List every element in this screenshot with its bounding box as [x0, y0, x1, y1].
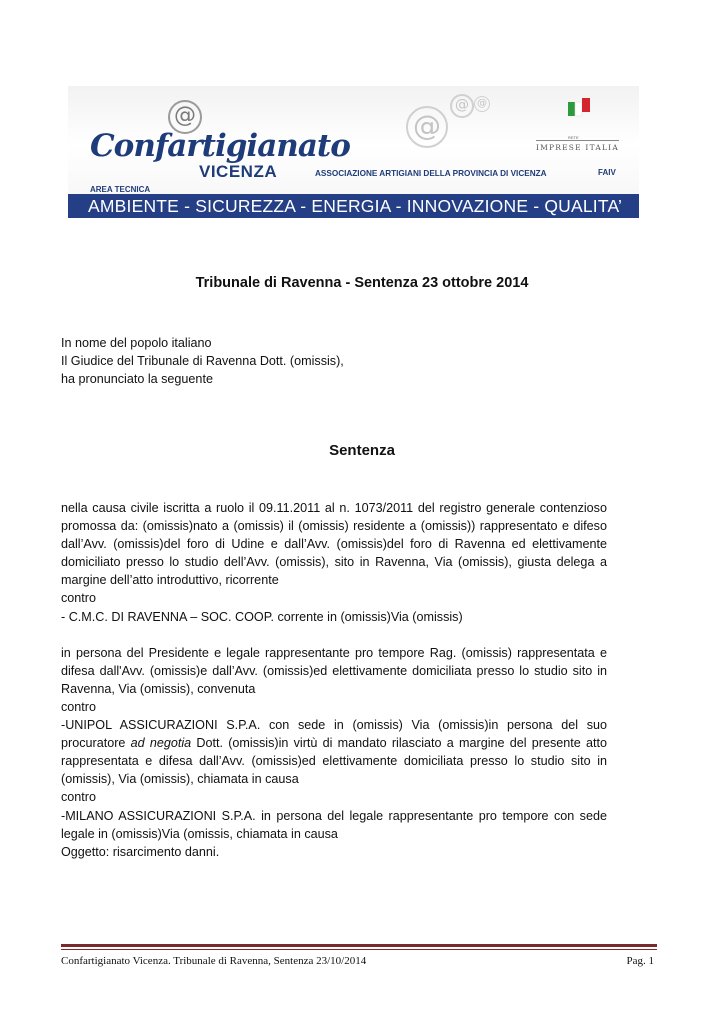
page-number: Pag. 1 [626, 955, 654, 967]
brand-city: VICENZA [199, 162, 278, 181]
contro-label: contro [61, 591, 97, 606]
paragraph-milano: -MILANO ASSICURAZIONI S.P.A. in persona del legale rappresentante pro tempore con sede legale in (omissis)Via (omissis, chiamata in causa [61, 808, 607, 841]
decorative-at-icon: @ [474, 96, 490, 112]
contro-label: contro [61, 790, 97, 805]
subject-line: Oggetto: risarcimento danni. [61, 844, 220, 859]
italic-term: ad negotia [130, 736, 192, 751]
intro-line: Il Giudice del Tribunale di Ravenna Dott. (omissis), [61, 354, 344, 368]
paragraph-plaintiff: nella causa civile iscritta a ruolo il 09.11.2011 al n. 1073/2011 del registro generale contenzioso promossa da: (omissis)nato a (omissis) il (omissis) residente a (omissis)) rappresentato e difeso dall’Avv. (omissis)del foro di Udine e dall’Avv. (omissis)del foro di Ravenna ed elettivamente domiciliato presso lo studio dell’Avv. (omissis), sito in Ravenna, Via (omissis), giusta delega a margine dell’atto introduttivo, ricorrente [61, 501, 607, 588]
intro-block [61, 334, 344, 388]
footer-text: Confartigianato Vicenza. Tribunale di Ravenna, Sentenza 23/10/2014 [61, 955, 367, 967]
rete-label: RETE [568, 135, 579, 140]
header-banner [68, 86, 639, 218]
section-heading: Sentenza [329, 442, 395, 459]
area-label: AREA TECNICA [90, 185, 151, 194]
intro-line: In nome del popolo italiano [61, 336, 212, 350]
association-label: ASSOCIAZIONE ARTIGIANI DELLA PROVINCIA DI VICENZA [315, 169, 547, 178]
at-logo-icon: @ [168, 100, 202, 134]
topic-strip: AMBIENTE - SICUREZZA - ENERGIA - INNOVAZIONE - QUALITA’ [68, 194, 639, 218]
brand-name: Confartigianato [90, 128, 350, 164]
decorative-at-icon: @ [450, 94, 474, 118]
paragraph-unipol: -UNIPOL ASSICURAZIONI S.P.A. con sede in (omissis) Via (omissis)in persona del suo procuratore ad negotia Dott. (omissis)in virtù di mandato rilasciato a margine del presente atto rappresentata e difesa dall’Avv. (omissis)ed elettivamente domiciliata presso lo studio sito in (omissis), Via (omissis), chiamata in causa [61, 718, 607, 787]
imprese-italia-label: IMPRESE ITALIA [536, 140, 619, 152]
document-body [61, 499, 607, 861]
footer-rule [61, 944, 657, 947]
intro-line: ha pronunciato la seguente [61, 372, 213, 386]
party-defendant: - C.M.C. DI RAVENNA – SOC. COOP. corrente in (omissis)Via (omissis) [61, 609, 463, 624]
faiv-label: FAIV [598, 168, 616, 177]
paragraph-defendant: in persona del Presidente e legale rappresentante pro tempore Rag. (omissis) rappresentata e difesa dall'Avv. (omissis)e dall’Avv. (omissis)ed elettivamente domiciliata presso lo studio sito in Ravenna, Via (omissis), convenuta [61, 645, 607, 696]
contro-label: contro [61, 699, 97, 714]
footer-rule [61, 949, 657, 950]
decorative-at-icon: @ [406, 106, 448, 148]
rete-imprese-flag-icon [568, 98, 592, 118]
document-title: Tribunale di Ravenna - Sentenza 23 ottobre 2014 [195, 275, 529, 291]
